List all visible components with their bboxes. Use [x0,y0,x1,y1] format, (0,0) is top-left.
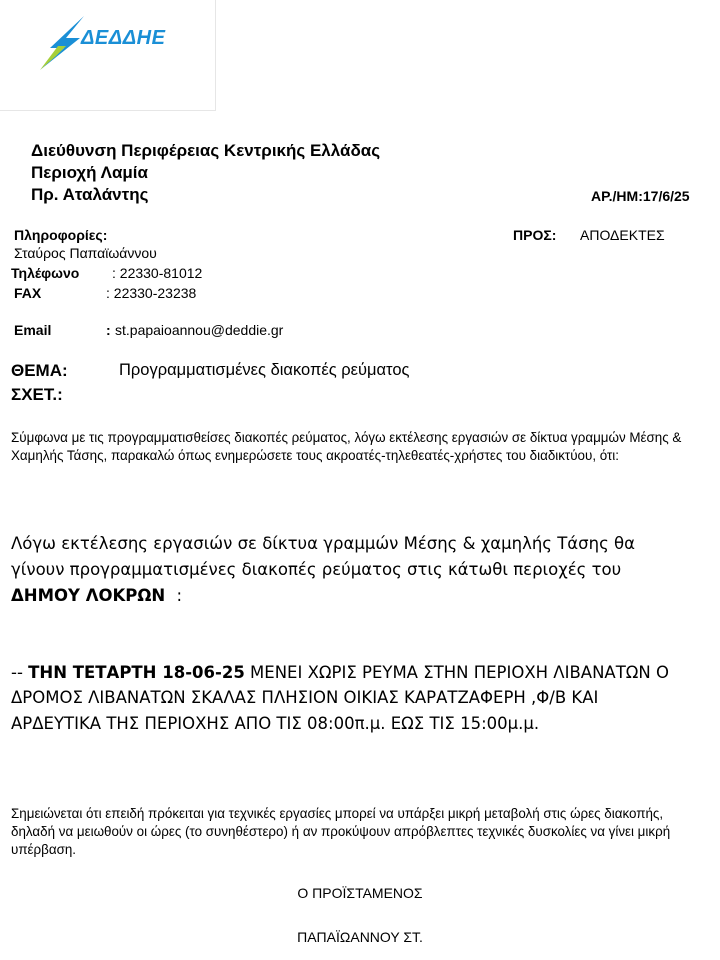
contact-name: Σταύρος Παπαϊωάννου [14,245,157,261]
intro-paragraph: Σύμφωνα με τις προγραμματισθείσες διακοπές ρεύματος, λόγω εκτέλεσης εργασιών σε δίκτυα γραμμών Μέσης & Χαμηλής Τάσης, παρακαλώ όπως ενημερώσετε τους ακροατές-τηλεθεατές-χρήστες του διαδικτύου, ότι: [11,430,682,463]
logo-area [0,0,216,111]
outage-date: ΤΗΝ ΤΕΤΑΡΤΗ 18-06-25 [28,663,245,682]
announcement-line-1: Λόγω εκτέλεσης εργασιών σε δίκτυα γραμμών Μέσης & χαμηλής Τάσης θα [11,534,635,553]
contact-email-label: Email [14,322,52,338]
outage-line-1 [11,663,669,682]
header-reference: ΑΡ./ΗΜ:17/6/25 [591,188,690,204]
contact-email-value[interactable]: st.papaioannou@deddie.gr [115,322,284,338]
subject-label: ΘΕΜΑ: [11,361,68,380]
outage-line-2: ΔΡΟΜΟΣ ΛΙΒΑΝΑΤΩΝ ΣΚΑΛΑΣ ΠΛΗΣΙΟΝ ΟΙΚΙΑΣ ΚΑΡΑΤΖΑΦΕΡΗ ,Φ/Β ΚΑΙ [11,688,599,707]
recipient-value: ΑΠΟΔΕΚΤΕΣ [580,227,665,243]
contact-phone-value: : 22330-81012 [112,265,203,281]
contact-fax-label: FAX [14,285,42,301]
signature-name: ΠΑΠΑΪΩΑΝΝΟΥ ΣΤ. [297,929,423,945]
contact-email-colon: : [106,322,111,338]
contact-fax-value: : 22330-23238 [106,285,197,301]
header-area: Περιοχή Λαμία [31,163,148,182]
header-subarea: Πρ. Αταλάντης [31,185,149,204]
logo-brand-text: ΔΕΔΔΗΕ [81,27,166,49]
outage-line-3: ΑΡΔΕΥΤΙΚΑ ΤΗΣ ΠΕΡΙΟΧΗΣ ΑΠΟ ΤΙΣ 08:00π.μ. ΕΩΣ ΤΙΣ 15:00μ.μ. [11,714,540,733]
outage-line-1-rest: ΜΕΝΕΙ ΧΩΡΙΣ ΡΕΥΜΑ ΣΤΗΝ ΠΕΡΙΟΧΗ ΛΙΒΑΝΑΤΩΝ Ο [244,663,669,682]
recipient-label: ΠΡΟΣ: [513,227,557,243]
reference-label: ΣΧΕΤ.: [11,385,63,404]
note-paragraph: Σημειώνεται ότι επειδή πρόκειται για τεχνικές εργασίες μπορεί να υπάρξει μικρή μεταβολή στις ώρες διακοπής, δηλαδή να μειωθούν οι ώρες (το συνηθέστερο) ή αν προκύψουν απρόβλεπτες τεχνικές δυσκολίες να γίνει μικρή υπέρβαση. [11,806,671,857]
municipality-name: ΔΗΜΟΥ ΛΟΚΡΩΝ [11,586,166,605]
subject-value: Προγραμματισμένες διακοπές ρεύματος [119,361,410,379]
announcement-line-2: γίνουν προγραμματισμένες διακοπές ρεύματος στις κάτωθι περιοχές του [11,560,622,579]
signature-title: Ο ΠΡΟΪΣΤΑΜΕΝΟΣ [297,885,423,901]
header-directorate: Διεύθυνση Περιφέρειας Κεντρικής Ελλάδας [31,141,381,160]
announcement-colon: : [176,586,183,605]
announcement-line-3 [11,586,182,605]
contact-phone-label: Τηλέφωνο [11,265,80,281]
outage-prefix: -- [11,663,29,682]
contact-info-label: Πληροφορίες: [14,227,108,243]
